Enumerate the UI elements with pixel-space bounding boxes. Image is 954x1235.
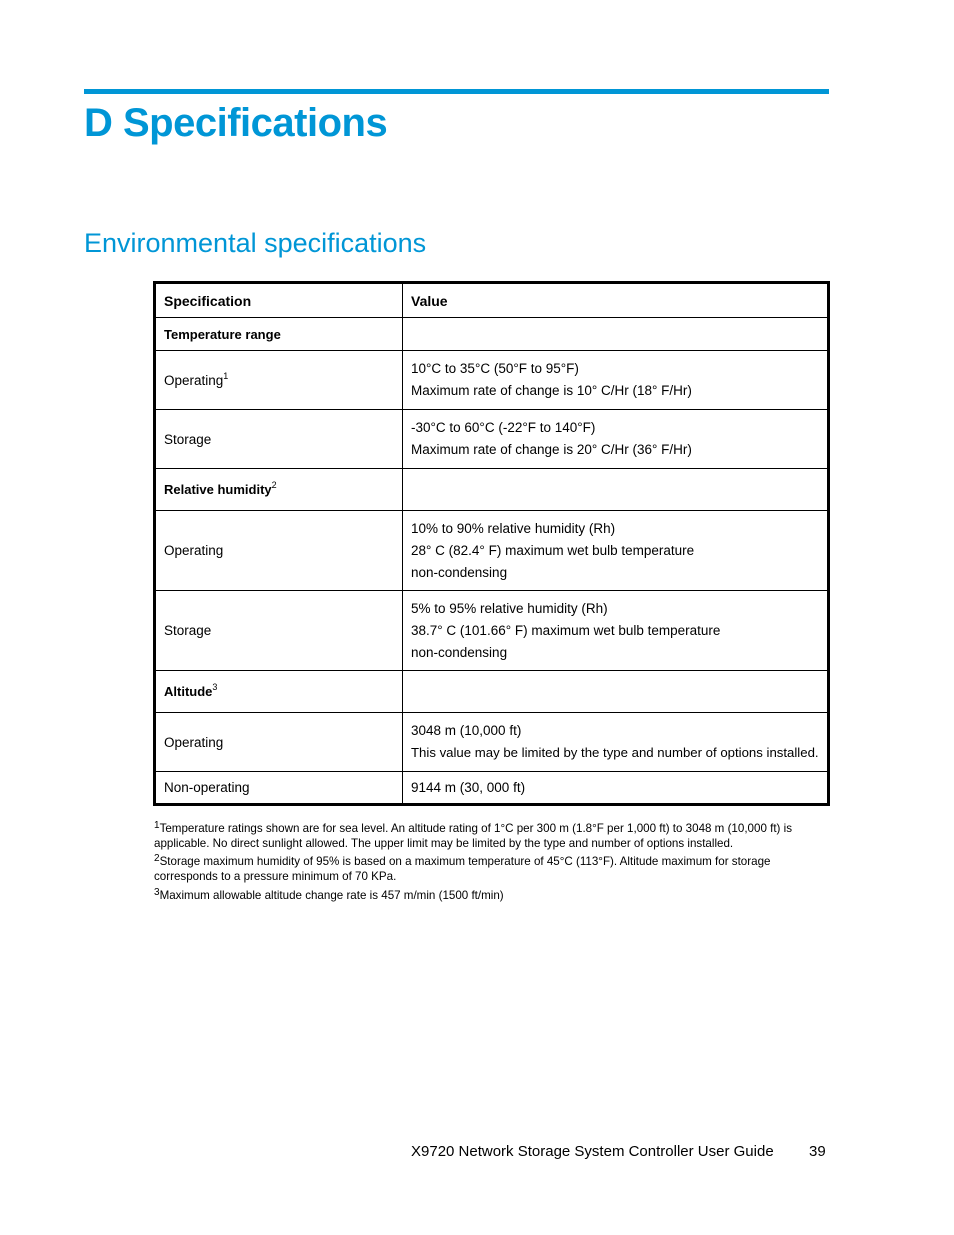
table-row — [155, 591, 829, 671]
row-value — [403, 469, 829, 511]
label-non-operating-altitude: Non-operating — [164, 780, 250, 795]
table-row — [155, 671, 829, 713]
table-row — [155, 713, 829, 772]
label-storage-humidity: Storage — [164, 623, 212, 638]
value-line: Maximum rate of change is 10° C/Hr (18° F/Hr) — [411, 383, 692, 398]
footnote-number: 2 — [154, 853, 160, 864]
row-value — [403, 772, 829, 805]
value-line: 28° C (82.4° F) maximum wet bulb temperature — [411, 542, 695, 558]
row-value — [403, 511, 829, 591]
value-line: -30°C to 60°C (-22°F to 140°F) — [411, 420, 596, 435]
footnote-ref: 1 — [223, 370, 229, 381]
row-value — [403, 410, 829, 469]
chapter-title: D Specifications — [84, 101, 388, 145]
label-operating-humidity: Operating — [164, 543, 224, 558]
footnotes — [154, 821, 834, 903]
footnote-ref: 3 — [212, 682, 218, 692]
value-line: This value may be limited by the type and number of options installed. — [411, 745, 819, 760]
footnote-number: 3 — [154, 887, 160, 898]
value-line: 10% to 90% relative humidity (Rh) — [411, 520, 616, 536]
value-line: 10°C to 35°C (50°F to 95°F) — [411, 361, 579, 376]
footnote-ref: 2 — [271, 480, 277, 490]
table-header-row — [155, 283, 829, 318]
footer-document-title: X9720 Network Storage System Controller User Guide — [411, 1143, 774, 1160]
value-line: 9144 m (30, 000 ft) — [411, 779, 526, 795]
table-row — [155, 318, 829, 351]
footnote-number: 1 — [154, 820, 160, 831]
value-line: 38.7° C (101.66° F) maximum wet bulb temperature — [411, 622, 721, 638]
group-label-temperature: Temperature range — [164, 326, 281, 342]
table-row — [155, 772, 829, 805]
label-operating-altitude: Operating — [164, 734, 224, 750]
environmental-spec-table — [153, 281, 830, 806]
footnote — [154, 888, 834, 903]
row-label — [155, 511, 403, 591]
footnote — [154, 854, 834, 884]
header-specification: Specification — [155, 283, 403, 318]
value-line: 3048 m (10,000 ft) — [411, 723, 522, 738]
label-operating-temp: Operating — [164, 372, 224, 388]
value-line: non-condensing — [411, 564, 508, 580]
group-label-humidity: Relative humidity — [164, 482, 272, 497]
row-value — [403, 671, 829, 713]
row-label — [155, 671, 403, 713]
section-title: Environmental specifications — [84, 228, 427, 258]
row-label — [155, 772, 403, 805]
row-value — [403, 318, 829, 351]
chapter-rule — [84, 89, 829, 94]
footnote-text: Maximum allowable altitude change rate is 457 m/min (1500 ft/min) — [159, 889, 504, 902]
label-storage-temp: Storage — [164, 431, 212, 447]
table-row — [155, 511, 829, 591]
value-line: Maximum rate of change is 20° C/Hr (36° F/Hr) — [411, 442, 692, 457]
row-label — [155, 318, 403, 351]
footnote-text: Storage maximum humidity of 95% is based on a maximum temperature of 45°C (113°F). Altitude maximum for storage corresponds to a pressure minimum of 70 KPa. — [154, 855, 771, 883]
footnote-text: Temperature ratings shown are for sea level. An altitude rating of 1°C per 300 m (1.8°F per 1,000 ft) to 3048 m (10,000 ft) is applicable. No direct sunlight allowed. The upper limit may be limited by the type and number of options installed. — [154, 822, 793, 850]
header-value: Value — [403, 283, 829, 318]
row-value — [403, 713, 829, 772]
table-row — [155, 469, 829, 511]
value-line: 5% to 95% relative humidity (Rh) — [411, 600, 608, 616]
row-label — [155, 351, 403, 410]
value-line: non-condensing — [411, 644, 508, 660]
footnote — [154, 821, 834, 851]
table-row — [155, 410, 829, 469]
row-label — [155, 713, 403, 772]
table-row — [155, 351, 829, 410]
row-label — [155, 469, 403, 511]
page-footer — [411, 1143, 831, 1160]
row-label — [155, 591, 403, 671]
row-value — [403, 591, 829, 671]
group-label-altitude: Altitude — [164, 684, 213, 699]
row-value — [403, 351, 829, 410]
page-number: 39 — [809, 1143, 826, 1160]
row-label — [155, 410, 403, 469]
